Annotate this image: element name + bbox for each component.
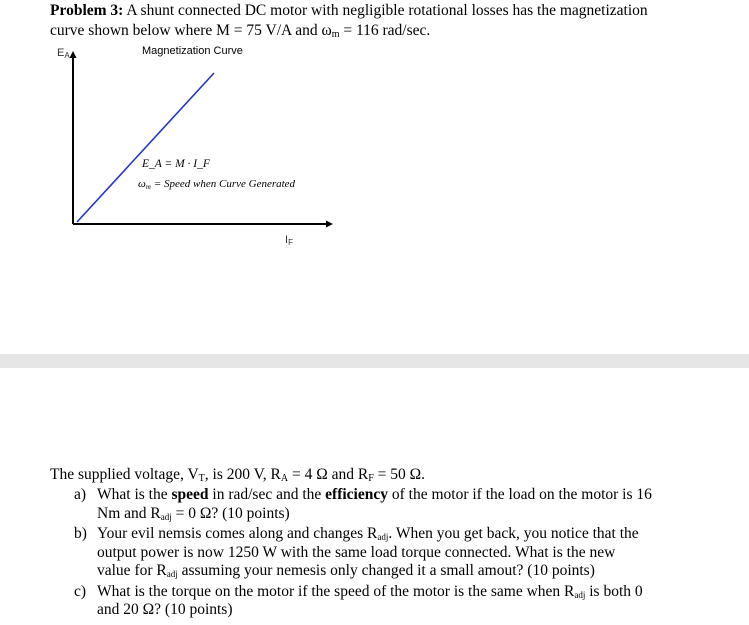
question-label: b)	[74, 525, 87, 542]
equation-omega: ωm = Speed when Curve Generated	[138, 178, 296, 191]
page-divider	[0, 354, 749, 368]
question-a: a) What is the speed in rad/sec and the efficiency of the motor if the load on the motor is 16 Nm and $R_{adj} = 0$ Ω? (10 points)	[74, 486, 652, 522]
problem-line-1: Problem 3: A shunt connected DC motor with negligible rotational losses has the magnetization	[50, 2, 648, 19]
y-axis-label: EA	[57, 47, 70, 60]
equation-ea: E_A = M · I_F	[142, 158, 210, 170]
question-label: a)	[74, 486, 87, 503]
x-axis-label: IF	[285, 234, 293, 247]
figure-title: Magnetization Curve	[142, 45, 243, 57]
given-values: The supplied voltage, $V_T$, is 200 V, $R_A = 4$ Ω and $R_F = 50$ Ω.	[50, 466, 426, 484]
problem-heading: Problem 3:	[50, 2, 124, 19]
magnetization-line	[77, 73, 214, 222]
question-b: b) Your evil nemsis comes along and changes $R_{adj}$. When you get back, you notice that the output power is now 1250 W with the same load torque connected. What is the new value for $R_{adj}$ assuming your nemesis only changed it a small amout? (10 points)	[74, 525, 639, 579]
problem-line-2: curve shown below where M = 75 V/A and $\omega_m = 116$ rad/sec.	[50, 22, 431, 40]
problem-statement	[50, 1, 730, 41]
magnetization-curve-figure	[30, 40, 360, 255]
question-list	[50, 486, 740, 622]
question-c: c) What is the torque on the motor if the speed of the motor is the same when $R_{adj}$ is both 0 and 20 Ω? (10 points)	[74, 582, 643, 618]
x-axis-arrow	[326, 221, 333, 228]
y-axis-arrow	[70, 51, 77, 58]
question-label: c)	[74, 582, 87, 600]
